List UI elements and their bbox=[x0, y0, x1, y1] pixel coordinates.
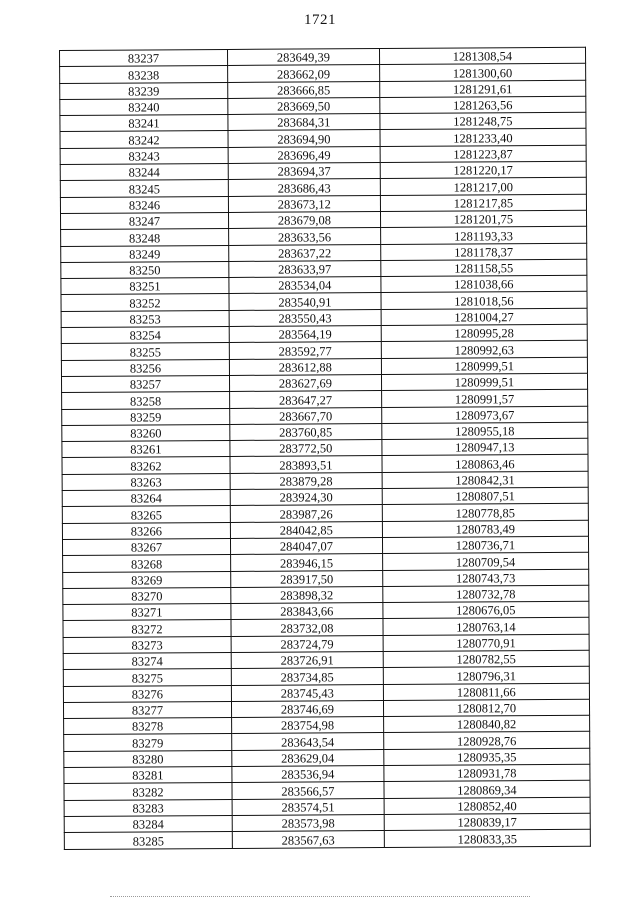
y-coordinate-cell: 1281263,56 bbox=[380, 96, 586, 114]
y-coordinate-cell: 1280931,78 bbox=[384, 764, 590, 782]
x-coordinate-cell: 283946,15 bbox=[231, 554, 383, 571]
y-coordinate-cell: 1281217,85 bbox=[380, 194, 586, 212]
y-coordinate-cell: 1280928,76 bbox=[383, 732, 589, 750]
point-number-cell: 83255 bbox=[61, 343, 229, 360]
y-coordinate-cell: 1280999,51 bbox=[381, 373, 587, 391]
x-coordinate-cell: 283924,30 bbox=[230, 489, 382, 506]
y-coordinate-cell: 1280973,67 bbox=[381, 406, 587, 424]
y-coordinate-cell: 1281004,27 bbox=[381, 308, 587, 326]
y-coordinate-cell: 1280955,18 bbox=[382, 422, 588, 440]
point-number-cell: 83280 bbox=[64, 750, 232, 767]
point-number-cell: 83263 bbox=[62, 473, 230, 490]
x-coordinate-cell: 283667,70 bbox=[230, 407, 382, 424]
y-coordinate-cell: 1280811,66 bbox=[383, 683, 589, 701]
y-coordinate-cell: 1280992,63 bbox=[381, 341, 587, 359]
x-coordinate-cell: 283666,85 bbox=[228, 81, 380, 98]
y-coordinate-cell: 1280807,51 bbox=[382, 487, 588, 505]
y-coordinate-cell: 1280842,31 bbox=[382, 471, 588, 489]
y-coordinate-cell: 1281178,37 bbox=[381, 243, 587, 261]
point-number-cell: 83237 bbox=[60, 49, 228, 66]
x-coordinate-cell: 284047,07 bbox=[230, 537, 382, 554]
coordinates-table bbox=[59, 47, 591, 850]
point-number-cell: 83264 bbox=[62, 489, 230, 506]
y-coordinate-cell: 1281248,75 bbox=[380, 112, 586, 130]
table-row bbox=[64, 830, 590, 850]
point-number-cell: 83269 bbox=[63, 571, 231, 588]
x-coordinate-cell: 283633,97 bbox=[229, 260, 381, 277]
x-coordinate-cell: 283592,77 bbox=[229, 342, 381, 359]
point-number-cell: 83247 bbox=[60, 212, 228, 229]
x-coordinate-cell: 283534,04 bbox=[229, 277, 381, 294]
point-number-cell: 83254 bbox=[61, 327, 229, 344]
point-number-cell: 83246 bbox=[60, 196, 228, 213]
point-number-cell: 83267 bbox=[62, 538, 230, 555]
x-coordinate-cell: 283673,12 bbox=[228, 195, 380, 212]
x-coordinate-cell: 283643,54 bbox=[232, 733, 384, 750]
point-number-cell: 83283 bbox=[64, 799, 232, 816]
point-number-cell: 83256 bbox=[61, 359, 229, 376]
x-coordinate-cell: 283662,09 bbox=[228, 65, 380, 82]
x-coordinate-cell: 283694,90 bbox=[228, 130, 380, 147]
point-number-cell: 83248 bbox=[61, 229, 229, 246]
y-coordinate-cell: 1280763,14 bbox=[383, 618, 589, 636]
x-coordinate-cell: 283898,32 bbox=[231, 586, 383, 603]
point-number-cell: 83259 bbox=[62, 408, 230, 425]
y-coordinate-cell: 1281201,75 bbox=[380, 210, 586, 228]
y-coordinate-cell: 1280796,31 bbox=[383, 667, 589, 685]
point-number-cell: 83266 bbox=[62, 522, 230, 539]
point-number-cell: 83244 bbox=[60, 164, 228, 181]
x-coordinate-cell: 283627,69 bbox=[229, 374, 381, 391]
y-coordinate-cell: 1280991,57 bbox=[381, 390, 587, 408]
y-coordinate-cell: 1280782,55 bbox=[383, 650, 589, 668]
x-coordinate-cell: 283746,69 bbox=[231, 700, 383, 717]
point-number-cell: 83274 bbox=[63, 652, 231, 669]
x-coordinate-cell: 283732,08 bbox=[231, 619, 383, 636]
x-coordinate-cell: 283917,50 bbox=[231, 570, 383, 587]
x-coordinate-cell: 283573,98 bbox=[232, 814, 384, 831]
x-coordinate-cell: 283566,57 bbox=[232, 782, 384, 799]
y-coordinate-cell: 1281233,40 bbox=[380, 129, 586, 147]
y-coordinate-cell: 1280863,46 bbox=[382, 455, 588, 473]
x-coordinate-cell: 283612,88 bbox=[229, 358, 381, 375]
y-coordinate-cell: 1281038,66 bbox=[381, 275, 587, 293]
point-number-cell: 83282 bbox=[64, 783, 232, 800]
x-coordinate-cell: 283669,50 bbox=[228, 97, 380, 114]
page-number: 1721 bbox=[304, 12, 336, 28]
x-coordinate-cell: 283536,94 bbox=[232, 766, 384, 783]
point-number-cell: 83257 bbox=[61, 375, 229, 392]
point-number-cell: 83260 bbox=[62, 424, 230, 441]
table-body bbox=[60, 47, 591, 849]
x-coordinate-cell: 283679,08 bbox=[228, 212, 380, 229]
point-number-cell: 83241 bbox=[60, 115, 228, 132]
y-coordinate-cell: 1280935,35 bbox=[384, 748, 590, 766]
x-coordinate-cell: 283772,50 bbox=[230, 440, 382, 457]
x-coordinate-cell: 283754,98 bbox=[232, 717, 384, 734]
point-number-cell: 83245 bbox=[60, 180, 228, 197]
x-coordinate-cell: 283760,85 bbox=[230, 423, 382, 440]
y-coordinate-cell: 1280839,17 bbox=[384, 813, 590, 831]
x-coordinate-cell: 283879,28 bbox=[230, 472, 382, 489]
y-coordinate-cell: 1280812,70 bbox=[383, 699, 589, 717]
y-coordinate-cell: 1280947,13 bbox=[382, 438, 588, 456]
y-coordinate-cell: 1281018,56 bbox=[381, 292, 587, 310]
x-coordinate-cell: 283726,91 bbox=[231, 652, 383, 669]
point-number-cell: 83243 bbox=[60, 147, 228, 164]
x-coordinate-cell: 284042,85 bbox=[230, 521, 382, 538]
point-number-cell: 83270 bbox=[63, 587, 231, 604]
y-coordinate-cell: 1280783,49 bbox=[382, 520, 588, 538]
x-coordinate-cell: 283540,91 bbox=[229, 293, 381, 310]
y-coordinate-cell: 1280709,54 bbox=[382, 552, 588, 570]
point-number-cell: 83242 bbox=[60, 131, 228, 148]
x-coordinate-cell: 283567,63 bbox=[232, 831, 384, 848]
x-coordinate-cell: 283649,39 bbox=[227, 49, 379, 66]
x-coordinate-cell: 283694,37 bbox=[228, 163, 380, 180]
point-number-cell: 83250 bbox=[61, 261, 229, 278]
x-coordinate-cell: 283745,43 bbox=[231, 684, 383, 701]
point-number-cell: 83253 bbox=[61, 310, 229, 327]
point-number-cell: 83277 bbox=[63, 701, 231, 718]
y-coordinate-cell: 1281223,87 bbox=[380, 145, 586, 163]
y-coordinate-cell: 1280869,34 bbox=[384, 781, 590, 799]
x-coordinate-cell: 283734,85 bbox=[231, 668, 383, 685]
y-coordinate-cell: 1280840,82 bbox=[383, 715, 589, 733]
point-number-cell: 83275 bbox=[63, 669, 231, 686]
x-coordinate-cell: 283686,43 bbox=[228, 179, 380, 196]
x-coordinate-cell: 283724,79 bbox=[231, 635, 383, 652]
y-coordinate-cell: 1280770,91 bbox=[383, 634, 589, 652]
point-number-cell: 83261 bbox=[62, 441, 230, 458]
point-number-cell: 83284 bbox=[64, 815, 232, 832]
point-number-cell: 83258 bbox=[62, 392, 230, 409]
x-coordinate-cell: 283647,27 bbox=[230, 391, 382, 408]
y-coordinate-cell: 1281291,61 bbox=[380, 80, 586, 98]
x-coordinate-cell: 283987,26 bbox=[230, 505, 382, 522]
point-number-cell: 83285 bbox=[64, 832, 232, 849]
y-coordinate-cell: 1280852,40 bbox=[384, 797, 590, 815]
y-coordinate-cell: 1281193,33 bbox=[380, 227, 586, 245]
x-coordinate-cell: 283629,04 bbox=[232, 749, 384, 766]
y-coordinate-cell: 1280732,78 bbox=[383, 585, 589, 603]
point-number-cell: 83281 bbox=[64, 767, 232, 784]
y-coordinate-cell: 1281217,00 bbox=[380, 178, 586, 196]
y-coordinate-cell: 1280743,73 bbox=[382, 569, 588, 587]
point-number-cell: 83240 bbox=[60, 98, 228, 115]
point-number-cell: 83249 bbox=[61, 245, 229, 262]
y-coordinate-cell: 1280736,71 bbox=[382, 536, 588, 554]
x-coordinate-cell: 283637,22 bbox=[229, 244, 381, 261]
y-coordinate-cell: 1280778,85 bbox=[382, 504, 588, 522]
x-coordinate-cell: 283696,49 bbox=[228, 146, 380, 163]
point-number-cell: 83272 bbox=[63, 620, 231, 637]
y-coordinate-cell: 1280833,35 bbox=[384, 830, 590, 848]
x-coordinate-cell: 283564,19 bbox=[229, 326, 381, 343]
x-coordinate-cell: 283893,51 bbox=[230, 456, 382, 473]
x-coordinate-cell: 283633,56 bbox=[229, 228, 381, 245]
x-coordinate-cell: 283550,43 bbox=[229, 309, 381, 326]
point-number-cell: 83273 bbox=[63, 636, 231, 653]
point-number-cell: 83251 bbox=[61, 278, 229, 295]
y-coordinate-cell: 1280999,51 bbox=[381, 357, 587, 375]
point-number-cell: 83276 bbox=[63, 685, 231, 702]
point-number-cell: 83268 bbox=[63, 555, 231, 572]
point-number-cell: 83271 bbox=[63, 604, 231, 621]
x-coordinate-cell: 283843,66 bbox=[231, 603, 383, 620]
point-number-cell: 83239 bbox=[60, 82, 228, 99]
x-coordinate-cell: 283574,51 bbox=[232, 798, 384, 815]
y-coordinate-cell: 1280995,28 bbox=[381, 324, 587, 342]
point-number-cell: 83279 bbox=[64, 734, 232, 751]
scan-artifact-line bbox=[110, 896, 530, 898]
y-coordinate-cell: 1281220,17 bbox=[380, 161, 586, 179]
x-coordinate-cell: 283684,31 bbox=[228, 114, 380, 131]
point-number-cell: 83238 bbox=[60, 66, 228, 83]
point-number-cell: 83252 bbox=[61, 294, 229, 311]
y-coordinate-cell: 1281300,60 bbox=[379, 64, 585, 82]
point-number-cell: 83278 bbox=[64, 718, 232, 735]
point-number-cell: 83265 bbox=[62, 506, 230, 523]
y-coordinate-cell: 1280676,05 bbox=[383, 601, 589, 619]
point-number-cell: 83262 bbox=[62, 457, 230, 474]
y-coordinate-cell: 1281308,54 bbox=[379, 47, 585, 65]
y-coordinate-cell: 1281158,55 bbox=[381, 259, 587, 277]
